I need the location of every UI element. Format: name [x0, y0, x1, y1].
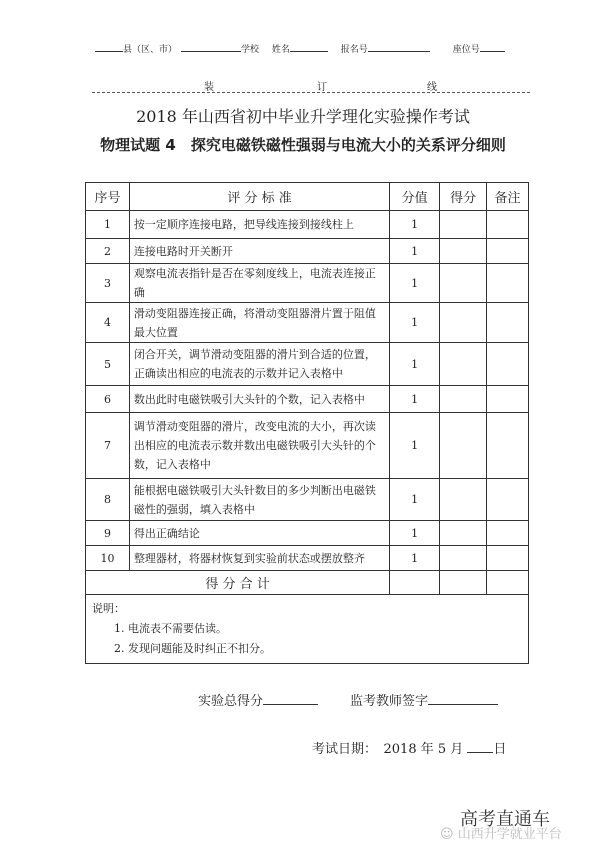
row-score: 1	[390, 211, 440, 239]
row-number: 2	[86, 239, 130, 264]
row-number: 8	[86, 479, 130, 521]
row-remark	[487, 239, 529, 264]
table-row	[86, 239, 529, 264]
row-remark	[487, 479, 529, 521]
binding-char: 订	[317, 82, 327, 93]
table-header	[86, 183, 529, 211]
table-row	[86, 386, 529, 413]
row-remark	[487, 546, 529, 571]
teacher-sign-field	[350, 690, 498, 709]
exam-date-field	[312, 738, 506, 757]
binding-char: 线	[427, 82, 437, 93]
row-got-score	[440, 413, 487, 479]
total-got-cell	[440, 571, 487, 595]
row-score: 1	[390, 343, 440, 386]
total-label: 得 分 合 计	[86, 571, 390, 595]
name-label: 姓名	[271, 45, 290, 55]
watermark-source-text: 山西升学就业平台	[457, 827, 562, 842]
row-got-score	[440, 386, 487, 413]
row-got-score	[440, 264, 487, 303]
note-item: 1. 电流表不需要估读。	[114, 622, 227, 635]
row-number: 4	[86, 303, 130, 343]
total-score-field	[198, 690, 318, 709]
total-row	[86, 571, 529, 595]
date-label: 考试日期： 2018 年 5 月	[312, 742, 464, 757]
row-score: 1	[390, 546, 440, 571]
row-remark	[487, 343, 529, 386]
row-remark	[487, 303, 529, 343]
col-header: 备注	[487, 183, 529, 211]
row-criterion: 观察电流表指针是否在零刻度线上，电流表连接正确	[129, 264, 389, 303]
table-row	[86, 479, 529, 521]
table-row	[86, 211, 529, 239]
row-number: 3	[86, 264, 130, 303]
row-criterion: 闭合开关，调节滑动变阻器的滑片到合适的位置，正确读出相应的电流表的示数并记入表格中	[129, 343, 389, 386]
row-got-score	[440, 521, 487, 546]
row-got-score	[440, 211, 487, 239]
row-got-score	[440, 479, 487, 521]
school-label: 学校	[241, 45, 260, 55]
row-criterion: 按一定顺序连接电路，把导线连接到接线柱上	[129, 211, 389, 239]
binding-char: 装	[204, 82, 214, 93]
total-score-cell	[390, 571, 440, 595]
county-label: 县（区、市）	[123, 45, 178, 55]
row-score: 1	[390, 479, 440, 521]
row-criterion: 调节滑动变阻器的滑片，改变电流的大小，再次读出相应的电流表示数并数出电磁铁吸引大头针的个数，记入表格中	[129, 413, 389, 479]
table-row	[86, 343, 529, 386]
row-remark	[487, 386, 529, 413]
row-remark	[487, 521, 529, 546]
notes-row	[86, 595, 529, 664]
col-header: 分值	[390, 183, 440, 211]
teacher-sign-label: 监考教师签字	[350, 694, 429, 709]
reg-no-label: 报名号	[340, 45, 368, 55]
row-criterion: 整理器材，将器材恢复到实验前状态或摆放整齐	[129, 546, 389, 571]
row-remark	[487, 211, 529, 239]
note-item: 2. 发现问题能及时纠正不扣分。	[114, 642, 271, 655]
col-header: 评 分 标 准	[129, 183, 389, 211]
row-score: 1	[390, 239, 440, 264]
table-row	[86, 546, 529, 571]
row-criterion: 得出正确结论	[129, 521, 389, 546]
row-criterion: 连接电路时开关断开	[129, 239, 389, 264]
row-remark	[487, 413, 529, 479]
table-row	[86, 303, 529, 343]
candidate-info-line	[95, 42, 505, 55]
row-got-score	[440, 239, 487, 264]
row-got-score	[440, 343, 487, 386]
row-criterion: 能根据电磁铁吸引大头针数目的多少判断出电磁铁磁性的强弱，填入表格中	[129, 479, 389, 521]
table-row	[86, 521, 529, 546]
seat-label: 座位号	[452, 45, 480, 55]
row-number: 5	[86, 343, 130, 386]
row-score: 1	[390, 303, 440, 343]
wechat-icon: ☺	[440, 827, 458, 842]
row-score: 1	[390, 413, 440, 479]
row-number: 1	[86, 211, 130, 239]
scoring-table	[85, 182, 529, 664]
notes-cell	[86, 595, 529, 664]
row-number: 10	[86, 546, 130, 571]
notes-title: 说明：	[92, 602, 125, 615]
col-header: 序号	[86, 183, 130, 211]
page-subtitle: 物理试题 4 探究电磁铁磁性强弱与电流大小的关系评分细则	[100, 136, 506, 154]
row-score: 1	[390, 264, 440, 303]
row-score: 1	[390, 521, 440, 546]
table-row	[86, 413, 529, 479]
row-remark	[487, 264, 529, 303]
row-score: 1	[390, 386, 440, 413]
watermark-brand: 高考直通车	[460, 809, 550, 830]
row-got-score	[440, 546, 487, 571]
day-label: 日	[493, 742, 507, 757]
total-score-label: 实验总得分	[198, 694, 264, 709]
table-row	[86, 264, 529, 303]
row-number: 9	[86, 521, 130, 546]
watermark-source	[440, 823, 562, 842]
row-number: 6	[86, 386, 130, 413]
row-criterion: 滑动变阻器连接正确，将滑动变阻器滑片置于阻值最大位置	[129, 303, 389, 343]
binding-line	[92, 78, 530, 93]
row-number: 7	[86, 413, 130, 479]
row-criterion: 数出此时电磁铁吸引大头针的个数，记入表格中	[129, 386, 389, 413]
col-header: 得分	[440, 183, 487, 211]
total-remark-cell	[487, 571, 529, 595]
page-title: 2018 年山西省初中毕业升学理化实验操作考试	[136, 107, 470, 126]
row-got-score	[440, 303, 487, 343]
